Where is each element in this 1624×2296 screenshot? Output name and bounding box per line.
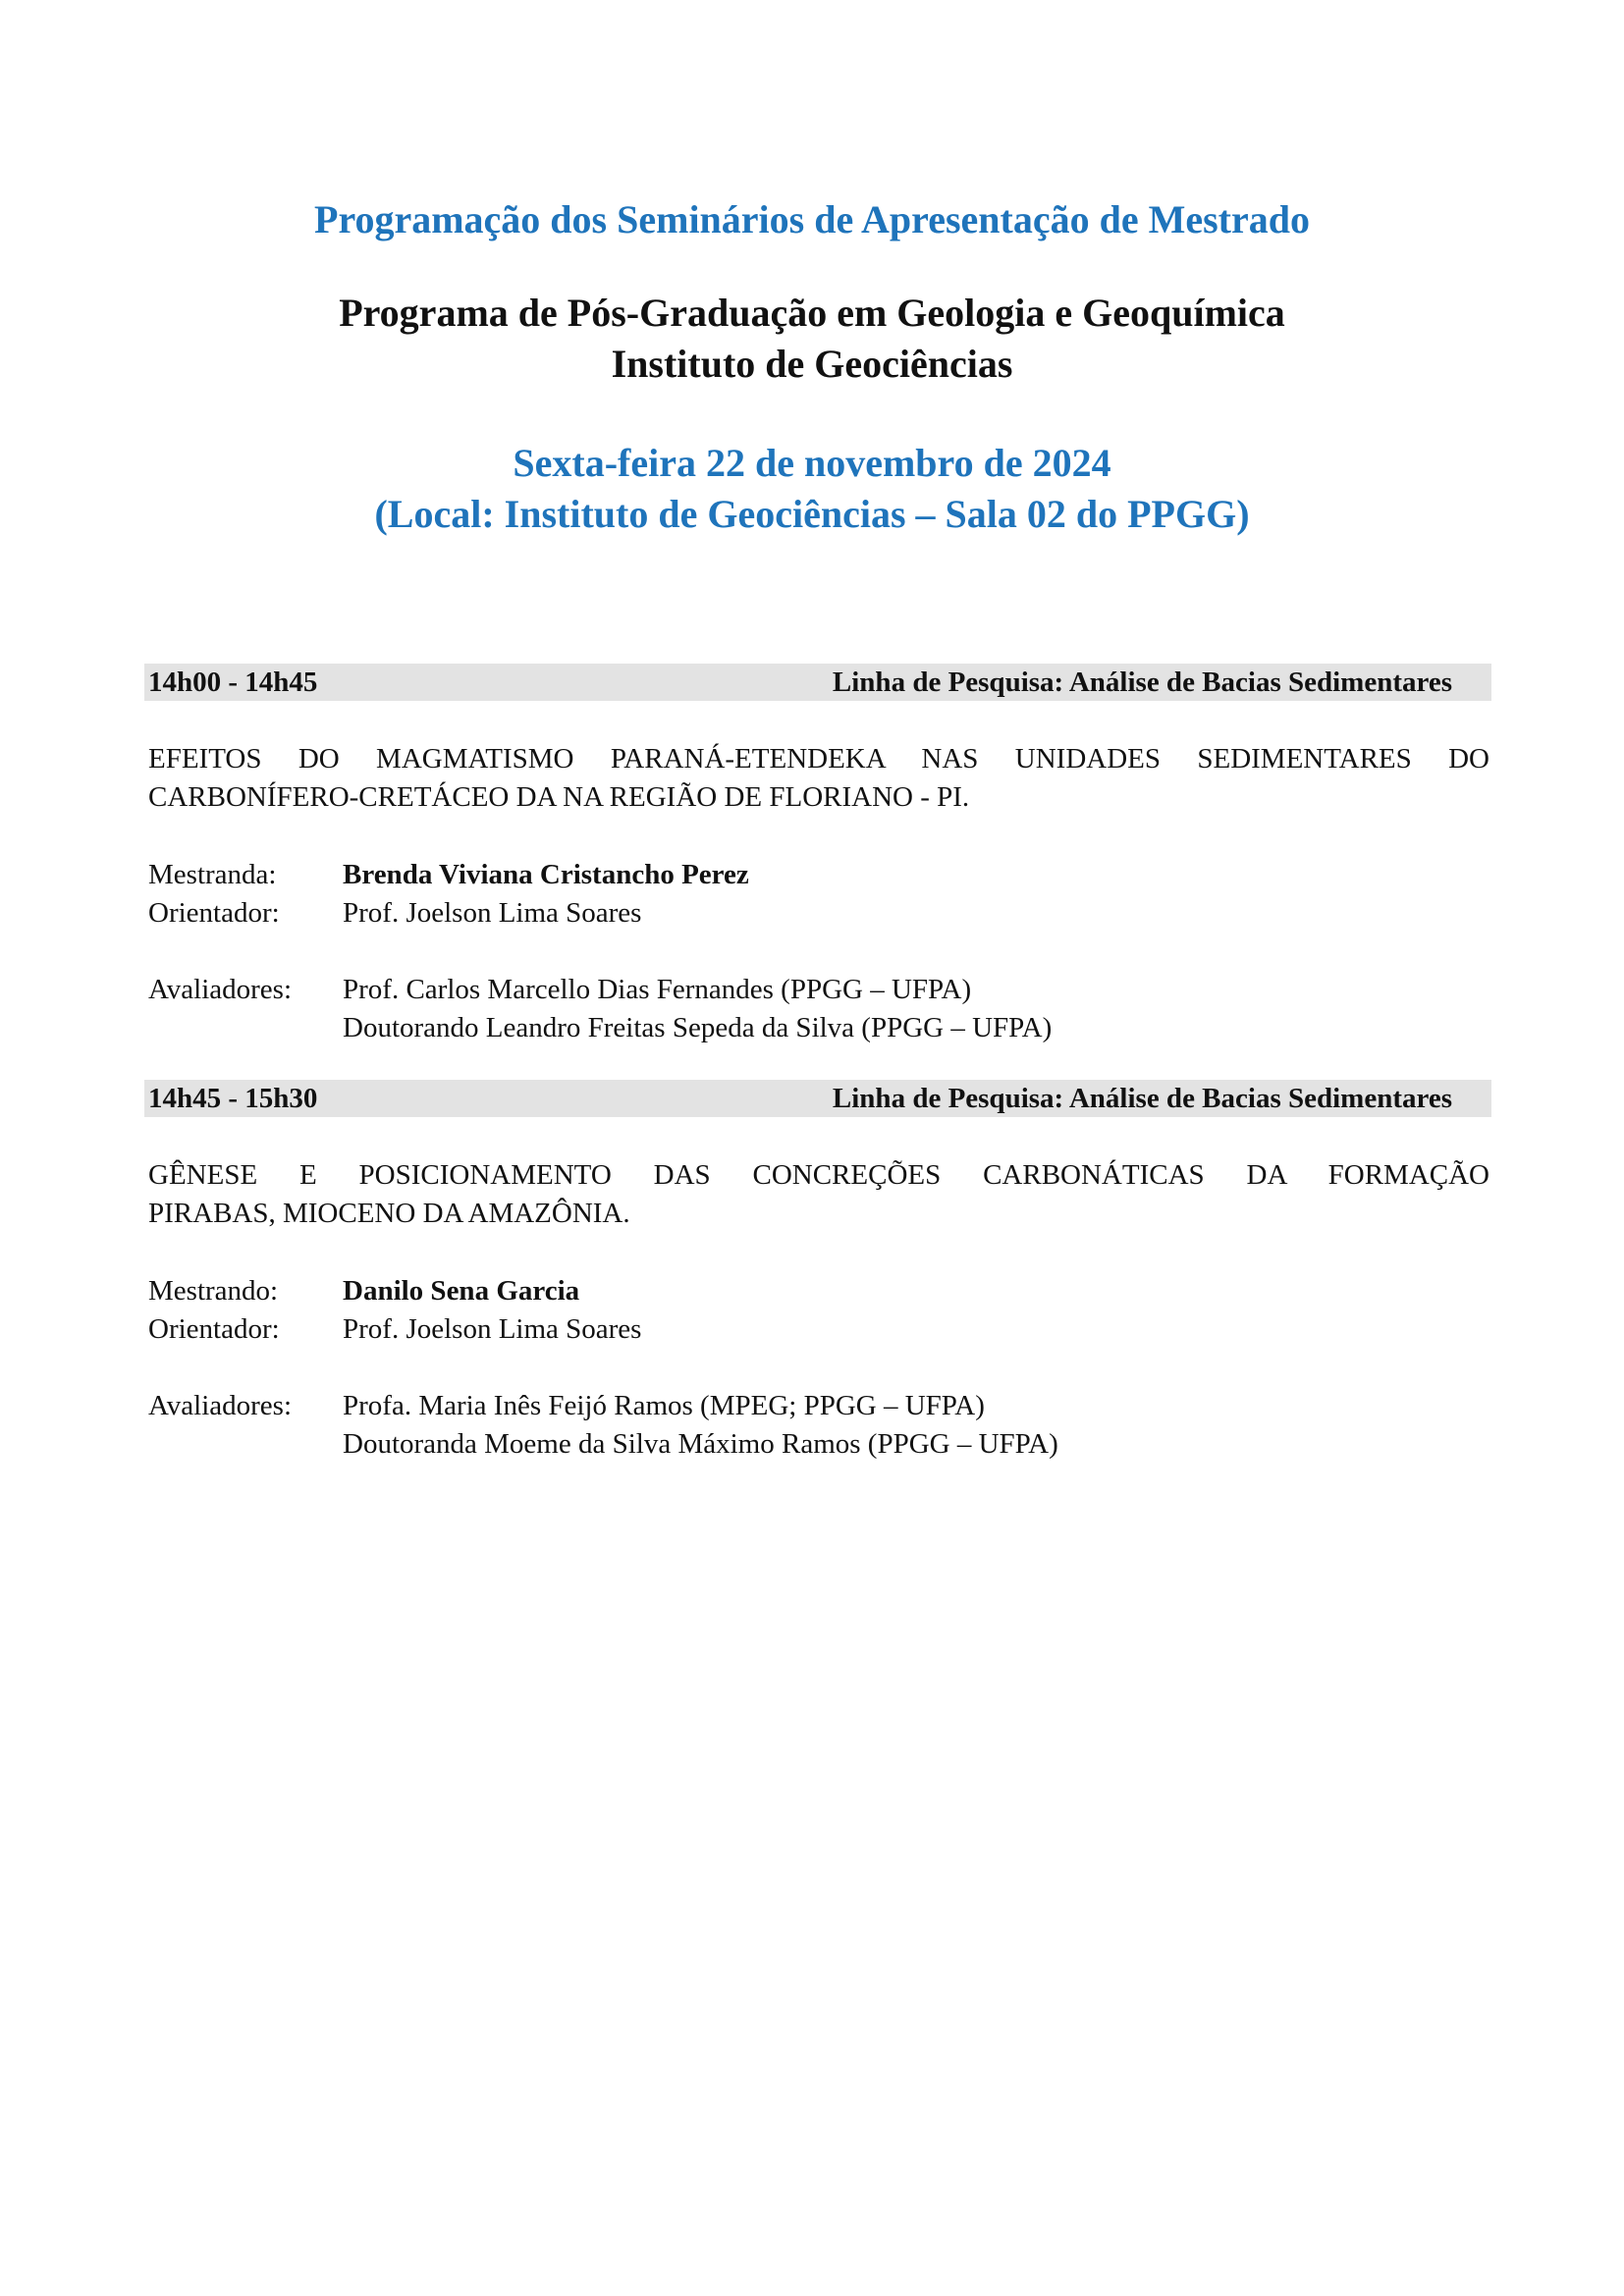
advisor-name: Prof. Joelson Lima Soares	[343, 1313, 642, 1345]
student-label: Mestrando:	[148, 1275, 279, 1307]
talk-title-line-1: EFEITOS DO MAGMATISMO PARANÁ-ETENDEKA NAS UNIDADES SEDIMENTARES DO	[148, 743, 1489, 774]
evaluators-label: Avaliadores:	[148, 1390, 293, 1421]
research-line: Linha de Pesquisa: Análise de Bacias Sedimentares	[832, 1083, 1452, 1114]
advisor-label: Orientador:	[148, 1313, 280, 1345]
advisor-name: Prof. Joelson Lima Soares	[343, 897, 642, 929]
event-location: (Local: Instituto de Geociências – Sala 02 do PPGG)	[374, 492, 1250, 536]
evaluator-2: Doutoranda Moeme da Silva Máximo Ramos (PPGG – UFPA)	[343, 1428, 1058, 1460]
talk-title-line-2: PIRABAS, MIOCENO DA AMAZÔNIA.	[148, 1198, 630, 1229]
student-label: Mestranda:	[148, 859, 277, 890]
evaluators-label: Avaliadores:	[148, 974, 293, 1005]
evaluator-1: Prof. Carlos Marcello Dias Fernandes (PPGG – UFPA)	[343, 974, 972, 1005]
talk-title-line-1: GÊNESE E POSICIONAMENTO DAS CONCREÇÕES CARBONÁTICAS DA FORMAÇÃO	[148, 1159, 1489, 1191]
event-date: Sexta-feira 22 de novembro de 2024	[513, 441, 1111, 485]
talk-title	[148, 1156, 1489, 1233]
evaluator-2: Doutorando Leandro Freitas Sepeda da Silva (PPGG – UFPA)	[343, 1012, 1053, 1043]
session-header	[144, 664, 1491, 701]
student-name: Brenda Viviana Cristancho Perez	[343, 859, 749, 890]
research-line: Linha de Pesquisa: Análise de Bacias Sedimentares	[832, 667, 1452, 698]
institute-name: Instituto de Geociências	[611, 342, 1013, 386]
session-header	[144, 1080, 1491, 1117]
page-title: Programação dos Seminários de Apresentação de Mestrado	[314, 197, 1310, 241]
session-time: 14h00 - 14h45	[148, 667, 318, 698]
talk-title	[148, 740, 1489, 817]
evaluator-1: Profa. Maria Inês Feijó Ramos (MPEG; PPGG – UFPA)	[343, 1390, 985, 1421]
student-name: Danilo Sena Garcia	[343, 1275, 580, 1307]
program-name: Programa de Pós-Graduação em Geologia e Geoquímica	[339, 291, 1285, 335]
advisor-label: Orientador:	[148, 897, 280, 929]
talk-title-line-2: CARBONÍFERO-CRETÁCEO DA NA REGIÃO DE FLORIANO - PI.	[148, 781, 970, 813]
session-time: 14h45 - 15h30	[148, 1083, 318, 1114]
